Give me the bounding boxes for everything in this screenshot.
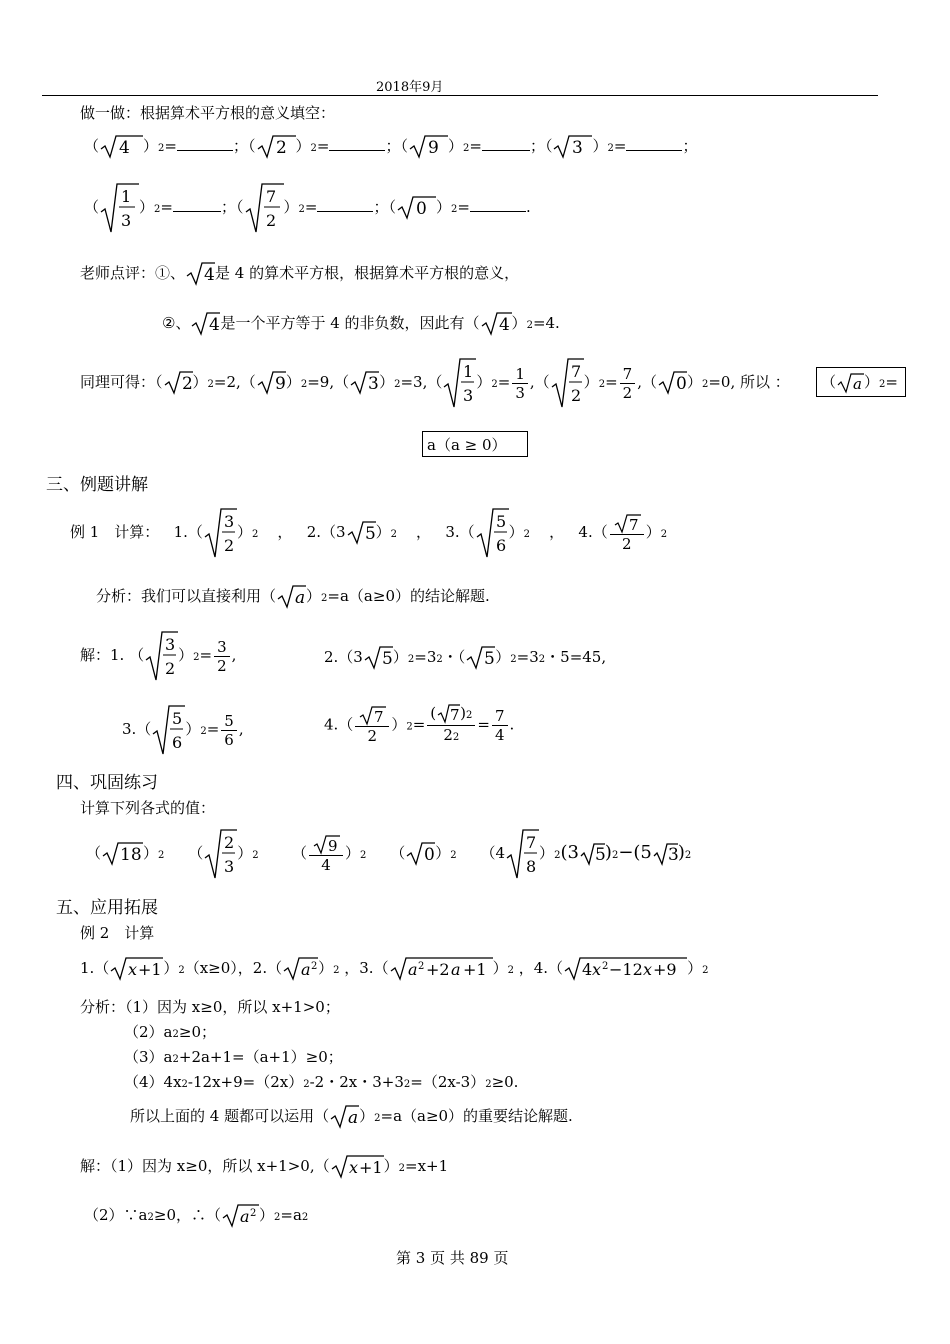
svg-text:+1: +1 — [138, 960, 162, 979]
sol2-c: =a — [280, 1206, 302, 1224]
svg-text:4: 4 — [209, 315, 221, 335]
analysis-2-end: ≥0； — [178, 1023, 216, 1041]
section-3-title: 三、例题讲解 — [46, 475, 148, 495]
teacher-line2-d: =4. — [532, 314, 560, 332]
svg-text:1: 1 — [463, 362, 474, 381]
footer-page: 第 3 页 共 89 页 — [396, 1249, 509, 1267]
svg-text:+9: +9 — [653, 960, 677, 979]
sqrt-3-icon — [552, 134, 592, 160]
svg-text:2: 2 — [602, 961, 609, 972]
svg-text:2: 2 — [223, 536, 235, 555]
sqrt-a2-2a-1-icon — [389, 956, 493, 982]
svg-text:5: 5 — [364, 524, 376, 544]
example-2-problems: 1.（ x +1 ）2（x≥0），2.（ a 2 ）2 ，3.（ a 2 +2 a +1 ）2 ，4.（ 4 x 2 −12 x +9 ）2 — [80, 956, 708, 982]
svg-text:3: 3 — [224, 857, 235, 876]
solution-label: 解： — [80, 646, 111, 664]
sqrt-9-icon — [408, 134, 448, 160]
svg-text:x: x — [128, 960, 138, 979]
svg-text:0: 0 — [424, 845, 436, 865]
svg-text:5: 5 — [495, 512, 506, 531]
analysis-4-text: （4）4x — [124, 1073, 182, 1091]
sqrt-2-icon — [163, 370, 193, 396]
svg-text:9: 9 — [274, 374, 286, 394]
sqrt-a-icon — [329, 1104, 359, 1130]
teacher-label: 老师点评： — [80, 264, 156, 282]
solution-3: 3.（ 5 6 ）2= $\frac{5}{6}$ , — [122, 704, 244, 756]
analysis-3-end: ≥0； — [305, 1048, 343, 1066]
sqrt-7-icon — [358, 706, 386, 726]
same-conclusion: 所以 ： — [740, 373, 790, 391]
sqrt-4-icon — [190, 311, 220, 337]
analysis-3-mid: +2a+1=（a+1） — [178, 1048, 306, 1066]
svg-text:2: 2 — [250, 1208, 257, 1219]
svg-text:4: 4 — [204, 265, 215, 285]
svg-text:5: 5 — [381, 649, 393, 669]
analysis-3-text: （3）a — [124, 1048, 173, 1066]
sqrt-0-icon — [396, 195, 436, 221]
teacher-line-1 — [80, 261, 519, 287]
svg-text:4: 4 — [119, 138, 130, 158]
sqrt-9-icon — [256, 370, 286, 396]
same-line: 同理可得：（ 2 ）2=2,（ 9 ）2=9,（ 3 ）2=3,（ 1 3 ）2= $\frac{1}{3}$ ,（ 7 2 ）2= $\frac{7}{2}$ ,（ 0 ）2=0, 所以 ： — [80, 357, 790, 409]
section-4-prompt: 计算下列各式的值： — [80, 799, 216, 817]
teacher-line-2: ②、 4 是一个平方等于 4 的非负数，因此有（ 4 ）2=4. — [162, 311, 560, 337]
svg-text:5: 5 — [484, 649, 496, 669]
svg-text:9: 9 — [427, 138, 439, 158]
solution-4: 4.（ $\frac{7}{2}$ ）2= ( 7 )2 22 = $\frac{7}{4}$ . — [324, 704, 515, 745]
sqrt-x-plus-1-icon — [109, 956, 163, 982]
sqrt-3-2-icon — [203, 507, 237, 559]
example-1-label: 例 1 计算： — [70, 523, 160, 541]
sol1-a: 解：（1）因为 x≥0，所以 x+1>0,（ — [80, 1157, 330, 1175]
svg-text:18: 18 — [120, 845, 142, 865]
solution-2-2: （2）∵a2≥0，∴（ a 2 ）2=a2 — [84, 1203, 308, 1229]
solution-row-1: 解：1. （ 3 2 ）2= $\frac{3}{2}$ , — [80, 630, 236, 682]
sqrt-4-icon — [99, 134, 143, 160]
svg-text:1: 1 — [121, 187, 132, 206]
svg-text:3: 3 — [121, 211, 132, 230]
sqrt-7-2-icon — [244, 182, 284, 234]
sqrt-4-icon — [480, 311, 512, 337]
sqrt-7-2-icon — [550, 357, 584, 409]
sqrt-5-icon — [579, 842, 605, 866]
solution-2: 2.（3 5 ）2=32・（ 5 ）2=32・5=45, — [324, 645, 606, 671]
analysis-4-mid3: =（2x-3） — [410, 1073, 486, 1091]
svg-text:3: 3 — [165, 635, 176, 654]
sqrt-5-icon — [363, 645, 393, 671]
sqrt-a2-icon — [221, 1203, 259, 1229]
svg-text:7: 7 — [570, 362, 581, 381]
intro-title: 做一做：根据算术平方根的意义填空： — [80, 104, 336, 122]
sqrt-a2-icon — [282, 956, 318, 982]
svg-text:0: 0 — [415, 199, 427, 219]
teacher-line2-a: ②、 — [162, 314, 191, 332]
svg-text:7: 7 — [628, 515, 639, 534]
svg-text:2: 2 — [181, 374, 193, 394]
exercise-row-2: （ 1 3 ）2= ；（ 7 2 ）2= ；（ 0 ）2= . — [84, 182, 531, 234]
analysis-2: （2）a2≥0； — [124, 1023, 216, 1041]
svg-text:4: 4 — [582, 960, 593, 979]
sqrt-5-icon — [465, 645, 495, 671]
summary-line: 所以上面的 4 题都可以运用（ a ）2=a（a≥0）的重要结论解题. — [130, 1104, 573, 1130]
teacher-line1-a: ①、 — [155, 264, 186, 282]
sqrt-5-icon — [346, 520, 376, 546]
summary-a: 所以上面的 4 题都可以运用（ — [130, 1107, 330, 1125]
svg-text:3: 3 — [667, 845, 678, 865]
sqrt-3-icon — [652, 842, 678, 866]
summary-b: a（a≥0）的重要结论解题. — [393, 1107, 573, 1125]
svg-text:0: 0 — [675, 374, 687, 394]
svg-text:a: a — [295, 588, 306, 608]
result-text: a（a ≥ 0） — [427, 436, 507, 454]
example-1-line: 例 1 计算： 1.（ 3 2 ）2 ， 2.（3 5 ）2 ， 3.（ 5 6 ）2 ， 4.（ $\frac{7}{2}$ ）2 — [70, 507, 667, 559]
solution-2-1: 解：（1）因为 x≥0，所以 x+1>0,（ x +1 ）2=x+1 — [80, 1154, 448, 1180]
analysis-2-text: （2）a — [124, 1023, 173, 1041]
sol1-b: =x+1 — [405, 1157, 449, 1175]
svg-text:2: 2 — [570, 386, 581, 405]
svg-text:3: 3 — [223, 512, 235, 531]
svg-text:a: a — [348, 1108, 359, 1128]
sqrt-0-icon — [405, 841, 435, 867]
sol2-a: （2）∵a — [84, 1206, 148, 1224]
analysis-4-mid2: -2・2x・3+3 — [309, 1073, 404, 1091]
svg-text:7: 7 — [265, 187, 276, 206]
teacher-line2-c: ） — [511, 314, 527, 332]
sqrt-5-6-icon — [151, 704, 185, 756]
sqrt-2-3-icon — [203, 828, 237, 880]
header-date: 2018年9月 — [376, 80, 444, 95]
sqrt-9-icon — [312, 835, 340, 855]
result-box — [422, 431, 528, 457]
sqrt-1-3-icon — [99, 182, 139, 234]
conclusion-box: （ a ）2= — [816, 367, 906, 397]
svg-text:5: 5 — [172, 709, 183, 728]
svg-text:4: 4 — [498, 315, 510, 335]
sqrt-2-icon — [256, 134, 296, 160]
svg-text:a: a — [450, 960, 461, 979]
svg-text:2: 2 — [165, 659, 176, 678]
sqrt-7-icon — [436, 704, 460, 724]
same-label: 同理可得： — [80, 373, 156, 391]
svg-text:a: a — [853, 375, 862, 393]
analysis-4-mid: -12x+9=（2x） — [187, 1073, 304, 1091]
svg-text:7: 7 — [374, 708, 384, 726]
sqrt-4x2-12x-9-icon — [563, 956, 687, 982]
exercise-row-1: （ 4 ）2= ；（ 2 ）2= ；（ 9 ）2= ；（ 3 ）2= ； — [84, 134, 697, 160]
svg-text:7: 7 — [450, 706, 460, 724]
svg-text:x: x — [643, 960, 653, 979]
example-2-label: 例 2 计算 — [80, 924, 155, 942]
svg-text:5: 5 — [594, 845, 605, 865]
svg-text:a: a — [407, 960, 418, 979]
teacher-line1-b: 是 4 的算术平方根，根据算术平方根的意义， — [215, 264, 520, 282]
sqrt-3-icon — [349, 370, 379, 396]
svg-text:3: 3 — [572, 138, 584, 158]
sqrt-7-8-icon — [505, 828, 539, 880]
svg-text:6: 6 — [495, 536, 506, 555]
svg-text:3: 3 — [368, 374, 379, 394]
analysis-4: （4）4x2-12x+9=（2x）2-2・2x・3+32=（2x-3）2≥0. — [124, 1073, 519, 1091]
sqrt-a-icon — [836, 372, 864, 394]
svg-text:2: 2 — [275, 138, 287, 158]
sqrt-a-icon — [276, 584, 306, 610]
sqrt-18-icon — [101, 841, 143, 867]
svg-text:x: x — [348, 1158, 358, 1177]
analysis-1: 分析：（1）因为 x≥0，所以 x+1>0； — [80, 998, 340, 1016]
svg-text:8: 8 — [526, 857, 537, 876]
svg-text:−12: −12 — [609, 960, 643, 979]
svg-text:2: 2 — [265, 211, 276, 230]
practice-row: （ 18 ）2 （ 2 3 ）2 （ $\frac{9}{4}$ ）2 （ 0 ）2 （4 7 8 ）2(3 5 )2−(5 3 )2 — [86, 828, 691, 880]
section-4-title: 四、巩固练习 — [56, 773, 158, 793]
sqrt-5-6-icon — [475, 507, 509, 559]
svg-text:2: 2 — [311, 961, 318, 972]
sqrt-x-plus-1-icon — [330, 1154, 384, 1180]
sqrt-7-icon — [613, 514, 641, 534]
sqrt-4-icon — [185, 261, 215, 287]
analysis-text: 分析：我们可以直接利用（ — [96, 587, 277, 605]
svg-text:2: 2 — [417, 961, 424, 972]
analysis-3: （3）a2+2a+1=（a+1）≥0； — [124, 1048, 343, 1066]
svg-text:+1: +1 — [462, 960, 487, 979]
svg-text:x: x — [592, 960, 602, 979]
example-1-analysis: 分析：我们可以直接利用（ a ）2=a（a≥0）的结论解题. — [96, 584, 490, 610]
sqrt-1-3-icon — [442, 357, 476, 409]
section-5-title: 五、应用拓展 — [56, 898, 158, 918]
svg-text:+2: +2 — [425, 960, 450, 979]
svg-text:2: 2 — [224, 833, 235, 852]
svg-text:6: 6 — [172, 733, 183, 752]
analysis-4-end: ≥0. — [491, 1073, 519, 1091]
svg-text:3: 3 — [463, 386, 474, 405]
sol2-b: ≥0，∴（ — [153, 1206, 221, 1224]
svg-text:7: 7 — [526, 833, 537, 852]
svg-text:9: 9 — [328, 836, 338, 855]
analysis-end: a（a≥0）的结论解题. — [339, 587, 490, 605]
svg-text:+1: +1 — [358, 1158, 383, 1177]
teacher-line2-b: 是一个平方等于 4 的非负数，因此有（ — [220, 314, 480, 332]
sqrt-0-icon — [657, 370, 687, 396]
svg-text:a: a — [301, 960, 311, 979]
header-rule — [42, 95, 878, 96]
sqrt-3-2-icon — [144, 630, 178, 682]
svg-text:a: a — [240, 1207, 250, 1226]
